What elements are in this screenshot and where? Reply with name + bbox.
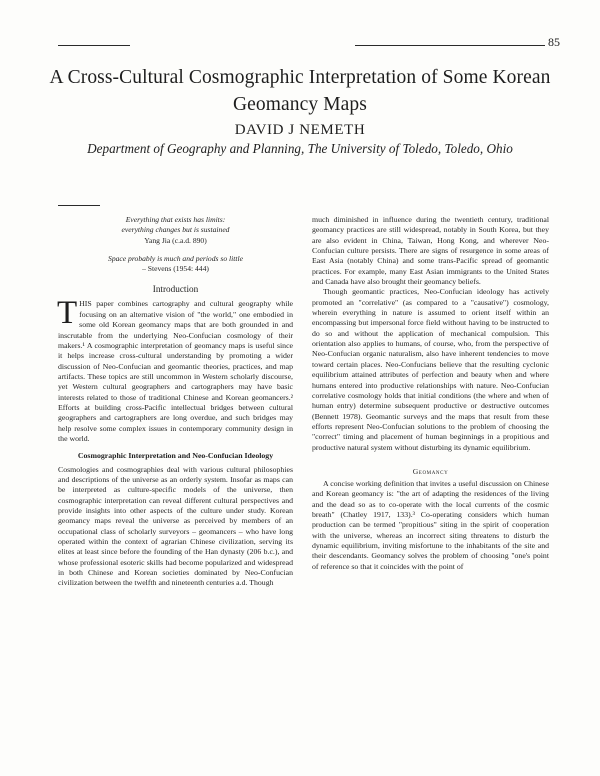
epigraph-2-line-1: Space probably is much and periods so little bbox=[108, 253, 243, 263]
title-line-2: Geomancy Maps bbox=[233, 94, 367, 115]
article-title bbox=[45, 64, 555, 118]
page-number: 85 bbox=[548, 35, 560, 49]
body-paragraph-1: Cosmologies and cosmographies deal with various cultural philosophies and descriptions of the universe as an orderly system. Insofar as maps can be interpreted as culture-specific models of the universe, then cosmographic interpretation can reveal different cultural perspectives and provide insights into other aspects of the culture under study. Korean geomancy maps reveal the universe as perceived by members of an occupational class of scholarly surveyors – geomancers – who have long operated within the context of agrarian Chinese civilization, serving its elites at least since before the founding of the Han dynasty (206 b.c.), and whose professional esoteric skills had become popularized and widespread in both Chinese and Korean societies dominated by Neo-Confucian civilization between the twelfth and nineteenth centuries a.d. Though bbox=[58, 464, 293, 588]
right-paragraph-3: A concise working definition that invites a useful discussion on Chinese and Korean geomancy is: "the art of adapting the residences of the living and the dead so as to co-operate with the local currents of the cosmic breath" (Chatley 1917, 133).³ Co-operating considers which human production can be termed "propitious" siting in the spirit of cooperation with the universe, whereas an incorrect siting threatens to disturb the dynamic equilibrium, inviting misfortune to the inhabitants of the site and their descendants. Geomancy solves the problem of choosing "one's point of reference so that it coincides with the point of bbox=[312, 478, 549, 571]
header-rule-right bbox=[355, 45, 545, 46]
title-line-1: A Cross-Cultural Cosmographic Interpretation of Some Korean bbox=[49, 67, 551, 88]
right-column bbox=[312, 215, 549, 572]
left-column bbox=[58, 215, 293, 589]
epigraph-1-line-1: Everything that exists has limits: bbox=[125, 215, 226, 224]
introduction-heading: Introduction bbox=[152, 284, 199, 295]
right-paragraph-2: Though geomantic practices, Neo-Confucian ideology has actively promoted an "correlative" (as compared to a "causative") cosmology, wherein everything in nature is assumed to orient itself within an encompassing but impersonal force field without having to be instructed to do so and without the application of mechanical compulsion. This orientation also applies to humans, of course, who, from the perspective of Neo-Confucian organic naturalism, also have inherent tendencies to move toward certain places. Neo-Confucians believe that the resulting cyclonic equilibrium attained attributes of perfection and beauty when and where humans entered into productive relationships with nature. Neo-Confucian correlative cosmology holds that initial conditions (the where and when of human entry) determine subsequent productive or destructive outcomes (Bennett 1978). Geomantic surveys and the maps that result from these efforts represent Neo-Confucian solutions to the problem of choosing the "correct" timing and placement of human beginnings in a propitious and productive natural system without disturbing its dynamic equilibrium. bbox=[312, 287, 549, 452]
introduction-paragraph bbox=[57, 295, 293, 444]
epigraph-2 bbox=[58, 254, 293, 275]
geomancy-heading: Geomancy bbox=[412, 466, 449, 476]
epigraph-1-source: Yang Jia (c.a.d. 890) bbox=[144, 235, 207, 245]
epigraph-1-line-2: everything changes but is sustained bbox=[121, 225, 230, 235]
introduction-text: HIS paper combines cartography and cultural geography while focusing on an alternative vision of "the world," one embodied in some old Korean geomancy maps that are both grounded in and inscrutable from the underlying Neo-Confucian cosmology of their makers.¹ A cosmographic interpretation of geomancy maps is useful since it helps increase cross-cultural understanding by promoting a wider discussion of Neo-Confucian and geomantic theories, practices, and map artifacts. These topics are still uncommon in Western scholarly discourse, yet Western cultural geographers and cartographers may have basic interests related to those of traditional Chinese and Korean geomancers.² Efforts at building cross-Pacific intellectual bridges between cultural geographers and cartographers are long overdue, and such bridges may help resolve some complex issues in contemporary community design in the world. bbox=[58, 299, 293, 443]
header-rule-left bbox=[58, 45, 130, 46]
epigraph-1 bbox=[58, 215, 293, 246]
right-paragraph-1: much diminished in influence during the twentieth century, traditional geomancy practices are still widespread, notably in South Korea, but they are also evident in China, Taiwan, Hong Kong, and wherever Neo-Confucian culture persists. There are signs of resurgence in some areas of East Asia (notably China) and some trans-Pacific spread of geomantic practices. For example, many East Asian immigrants to the United States and Canada have also brought their geomancy beliefs. bbox=[312, 215, 549, 287]
separator-rule bbox=[58, 205, 100, 206]
epigraph-2-source: – Stevens (1954: 444) bbox=[142, 264, 209, 274]
author-name: DAVID J NEMETH bbox=[234, 122, 366, 138]
author-affiliation: Department of Geography and Planning, The University of Toledo, Toledo, Ohio bbox=[87, 141, 513, 156]
drop-cap: T bbox=[57, 295, 78, 332]
subsection-heading: Cosmographic Interpretation and Neo-Confucian Ideology bbox=[77, 451, 274, 461]
